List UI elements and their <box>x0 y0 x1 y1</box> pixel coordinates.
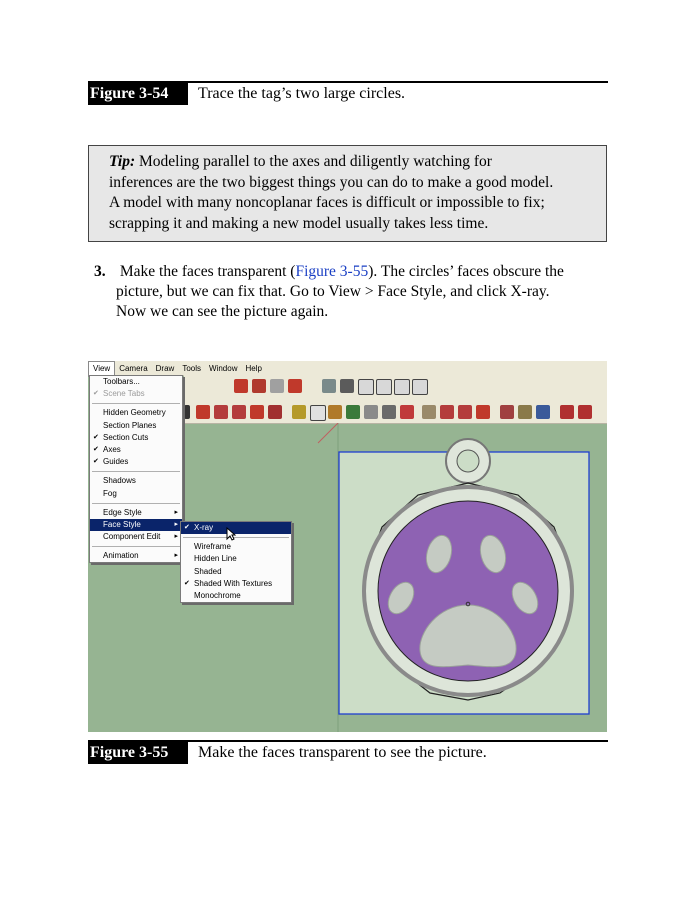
menu-help[interactable]: Help <box>245 364 262 373</box>
menu-item-face-style[interactable]: Face Style ▸ <box>90 519 182 531</box>
menu-separator <box>92 503 180 504</box>
toolbar-icon[interactable] <box>232 405 246 419</box>
menu-item-wireframe[interactable]: Wireframe <box>194 542 231 552</box>
figure-3-55-caption <box>88 740 608 764</box>
menu-item-component-edit[interactable]: Component Edit ▸ <box>90 531 182 543</box>
menu-tools[interactable]: Tools <box>182 364 202 373</box>
menu-separator <box>92 546 180 547</box>
menu-item-edge-style[interactable]: Edge Style ▸ <box>90 507 182 519</box>
menu-item-axes[interactable]: ✔ Axes <box>90 444 182 456</box>
menu-item-hidden-line[interactable]: Hidden Line <box>194 554 237 564</box>
toolbar-icon[interactable] <box>578 405 592 419</box>
figure-caption-text: Trace the tag’s two large circles. <box>198 85 406 102</box>
toolbar-icon[interactable] <box>458 405 472 419</box>
tag-hole <box>457 450 479 472</box>
menu-item-toolbars[interactable]: Toolbars... <box>103 377 140 386</box>
menu-item-section-cuts[interactable]: ✔ Section Cuts <box>90 432 182 444</box>
toolbar-icon[interactable] <box>252 379 266 393</box>
toolbar-icon[interactable] <box>376 379 392 395</box>
tip-prefix: Tip: <box>109 153 136 170</box>
menu-item-fog[interactable]: Fog <box>103 488 117 498</box>
toolbar-icon[interactable] <box>250 405 264 419</box>
toolbar-icon[interactable] <box>400 405 414 419</box>
toolbar-icon[interactable] <box>288 379 302 393</box>
step-line-1 <box>94 262 614 282</box>
menu-separator <box>92 471 180 472</box>
toolbar-icon[interactable] <box>310 405 326 421</box>
toolbar-icon[interactable] <box>440 405 454 419</box>
toolbar-icon[interactable] <box>476 405 490 419</box>
home-icon[interactable] <box>358 379 374 395</box>
step-text-b: ). The circles’ faces obscure the <box>368 263 564 280</box>
step-line-2: picture, but we can fix that. Go to View > Face Style, and click X-ray. <box>116 283 550 300</box>
tip-line-4: scrapping it and making a new model usually takes less time. <box>109 214 489 232</box>
step-3 <box>94 262 614 322</box>
toolbar-icon[interactable] <box>328 405 342 419</box>
tip-box <box>88 145 607 242</box>
menu-item-guides[interactable]: ✔ Guides <box>90 456 182 468</box>
menu-item-shaded-with-textures[interactable]: ✔ Shaded With Textures <box>181 578 291 590</box>
toolbar-icon[interactable] <box>394 379 410 395</box>
menu-camera[interactable]: Camera <box>119 364 148 373</box>
toolbar-icon[interactable] <box>292 405 306 419</box>
mouse-cursor-icon <box>226 527 236 541</box>
toolbar-icon[interactable] <box>412 379 428 395</box>
figure-link[interactable]: Figure 3-55 <box>295 263 369 280</box>
toolbar-icon[interactable] <box>234 379 248 393</box>
toolbar-icon[interactable] <box>346 405 360 419</box>
sketchup-screenshot <box>88 361 607 732</box>
tip-line-3: A model with many noncoplanar faces is difficult or impossible to fix; <box>109 194 545 211</box>
menu-separator <box>92 403 180 404</box>
figure-label: Figure 3-55 <box>88 742 188 764</box>
tip-line-1 <box>109 152 598 173</box>
menu-item-shaded[interactable]: Shaded <box>194 566 222 576</box>
view-menu-dropdown <box>89 375 183 563</box>
menu-window[interactable]: Window <box>209 364 238 373</box>
toolbar-handle[interactable] <box>184 405 190 419</box>
figure-3-54-caption <box>88 81 608 105</box>
toolbar-icon[interactable] <box>560 405 574 419</box>
menu-bar <box>88 361 607 376</box>
toolbar-icon[interactable] <box>536 405 550 419</box>
toolbar-icon[interactable] <box>196 405 210 419</box>
figure-caption-text: Make the faces transparent to see the picture. <box>198 744 487 761</box>
menu-item-shadows[interactable]: Shadows <box>103 476 136 486</box>
menu-item-monochrome[interactable]: Monochrome <box>194 590 241 600</box>
toolbar-icon[interactable] <box>382 405 396 419</box>
toolbar-icon[interactable] <box>268 405 282 419</box>
menu-item-section-planes[interactable]: Section Planes <box>103 420 157 430</box>
tip-text-1: Modeling parallel to the axes and diligently watching for <box>135 153 492 170</box>
menu-item-x-ray[interactable]: ✔ X-ray <box>181 522 291 534</box>
step-line-3: Now we can see the picture again. <box>116 303 329 320</box>
menu-view[interactable]: View <box>88 361 115 377</box>
step-text-a: Make the faces transparent ( <box>116 263 296 280</box>
toolbar-icon[interactable] <box>340 379 354 393</box>
menu-item-animation[interactable]: Animation ▸ <box>90 550 182 562</box>
menu-separator <box>183 537 289 538</box>
toolbar-icon[interactable] <box>422 405 436 419</box>
menu-item-scene-tabs[interactable]: ✔ Scene Tabs <box>90 388 182 400</box>
face-style-submenu <box>180 521 292 603</box>
tip-line-2: inferences are the two biggest things you can do to make a good model. <box>109 173 554 191</box>
toolbar-icon[interactable] <box>270 379 284 393</box>
toolbar-row-1 <box>184 375 607 401</box>
toolbar-icon[interactable] <box>214 405 228 419</box>
step-number: 3. <box>94 263 106 280</box>
menu-item-hidden-geometry[interactable]: Hidden Geometry <box>103 408 166 418</box>
axis-line <box>318 423 338 443</box>
menu-draw[interactable]: Draw <box>155 364 175 373</box>
toolbar-icon[interactable] <box>364 405 378 419</box>
toolbar-icon[interactable] <box>322 379 336 393</box>
toolbar-row-2 <box>184 401 607 424</box>
toolbar-icon[interactable] <box>500 405 514 419</box>
toolbar-icon[interactable] <box>518 405 532 419</box>
figure-label: Figure 3-54 <box>88 83 188 105</box>
